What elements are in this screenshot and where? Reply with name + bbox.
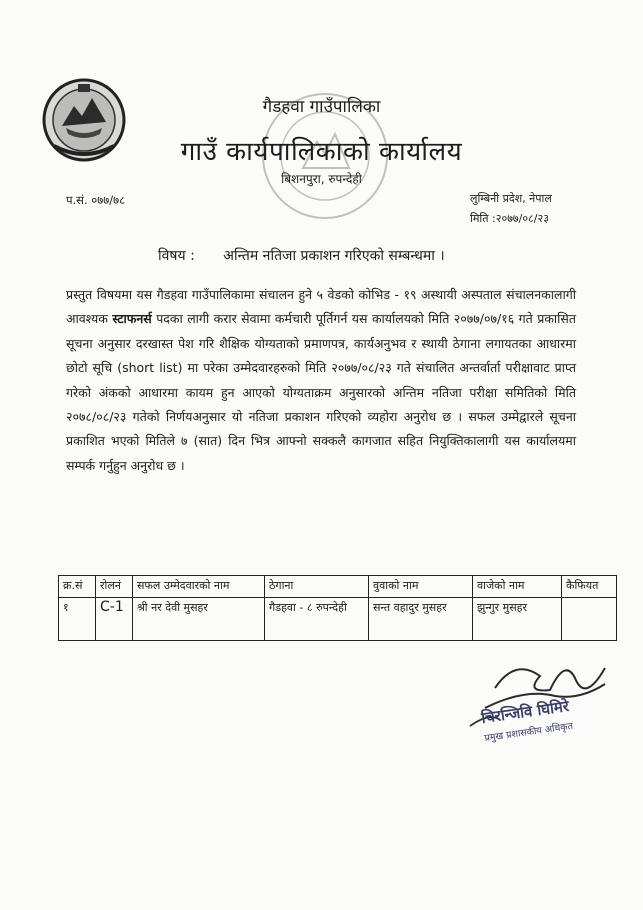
cell-father: सन्त वहादुर मुसहर bbox=[369, 598, 473, 641]
letter-meta bbox=[470, 189, 552, 229]
col-grandfather: वाजेको नाम bbox=[473, 576, 562, 598]
province: लुम्बिनी प्रदेश, नेपाल bbox=[470, 192, 552, 205]
signatory-title: प्रमुख प्रशासकीय अधिकृत bbox=[483, 720, 574, 745]
cell-address: गैडहवा - ८ रुपन्देही bbox=[265, 598, 369, 641]
body-bold-post: स्टाफनर्स bbox=[112, 311, 152, 327]
office-address: बिशनपुरा, रुपन्देही bbox=[281, 172, 362, 186]
results-table bbox=[58, 575, 617, 641]
signatory-name: चिरन्जिवि घिमिरे bbox=[480, 696, 571, 728]
subject-text: अन्तिम नतिजा प्रकाशन गरिएको सम्बन्धमा । bbox=[223, 248, 445, 264]
table-header-row bbox=[59, 576, 617, 598]
col-name: सफल उम्मेदवारको नाम bbox=[133, 576, 265, 598]
body-part-1: प्रस्तुत विषयमा यस गैडहवा गाउँपालिकामा संचालन हुने ५ वेडको कोभिड - १९ अस्थायी अस्पताल संचालनकालागी आवश्यक bbox=[66, 287, 576, 327]
cell-remarks bbox=[562, 598, 617, 641]
letter-body bbox=[66, 283, 576, 478]
col-address: ठेगाना bbox=[265, 576, 369, 598]
reference-number: प.सं. ०७७/७८ bbox=[66, 193, 126, 207]
subject-label: विषय : bbox=[158, 248, 195, 264]
body-part-2: पदका लागी करार सेवामा कर्मचारी पूर्तिगर्न यस कार्यालयको मिति २०७७/०७/१६ गते प्रकासित सूचना अनुसार दरखास्त पेश गरि शैक्षिक योग्यताको प्रमाणपत्र, कार्यअनुभव र स्थायी ठेगाना लगायतका आधारमा छोटो सूचि (short list) मा परेका उम्मेदवारहरुको मिति २०७७/०८/२३ गते संचालित अन्तर्वार्ता परीक्षावाट प्राप्त गरेको अंकको आधारमा कायम हुन आएको योग्यताक्रम अनुसारको अन्तिम नतिजा परीक्षा समितिको मिति २०७८/०८/२३ गतेको निर्णयअनुसार यो नतिजा प्रकाशन गरिएको व्यहोरा अनुरोध छ । सफल उम्मेद्वारले सूचना प्रकाशित भएको मितिले ७ (सात) दिन भित्र आफ्नो सक्कलै कागजात सहित नियुक्तिकालागी यस कार्यालयमा सम्पर्क गर्नुहुन अनुरोध छ । bbox=[66, 311, 576, 473]
col-father: वुवाको नाम bbox=[369, 576, 473, 598]
cell-sn: १ bbox=[59, 598, 96, 641]
cell-grandfather: झुन्गुर मुसहर bbox=[473, 598, 562, 641]
subject-line bbox=[158, 246, 445, 265]
cell-roll: C-1 bbox=[96, 598, 133, 641]
letter-date: मिति :२०७७/०८/२३ bbox=[470, 212, 549, 225]
col-roll: रोलनं bbox=[96, 576, 133, 598]
cell-name: श्री नर देवी मुसहर bbox=[133, 598, 265, 641]
col-sn: क्र.सं bbox=[59, 576, 96, 598]
org-name: गैडहवा गाउँपालिका bbox=[262, 97, 381, 117]
office-title: गाउँ कार्यपालिकाको कार्यालय bbox=[180, 137, 463, 167]
col-remarks: कैफियत bbox=[562, 576, 617, 598]
table-row bbox=[59, 598, 617, 641]
